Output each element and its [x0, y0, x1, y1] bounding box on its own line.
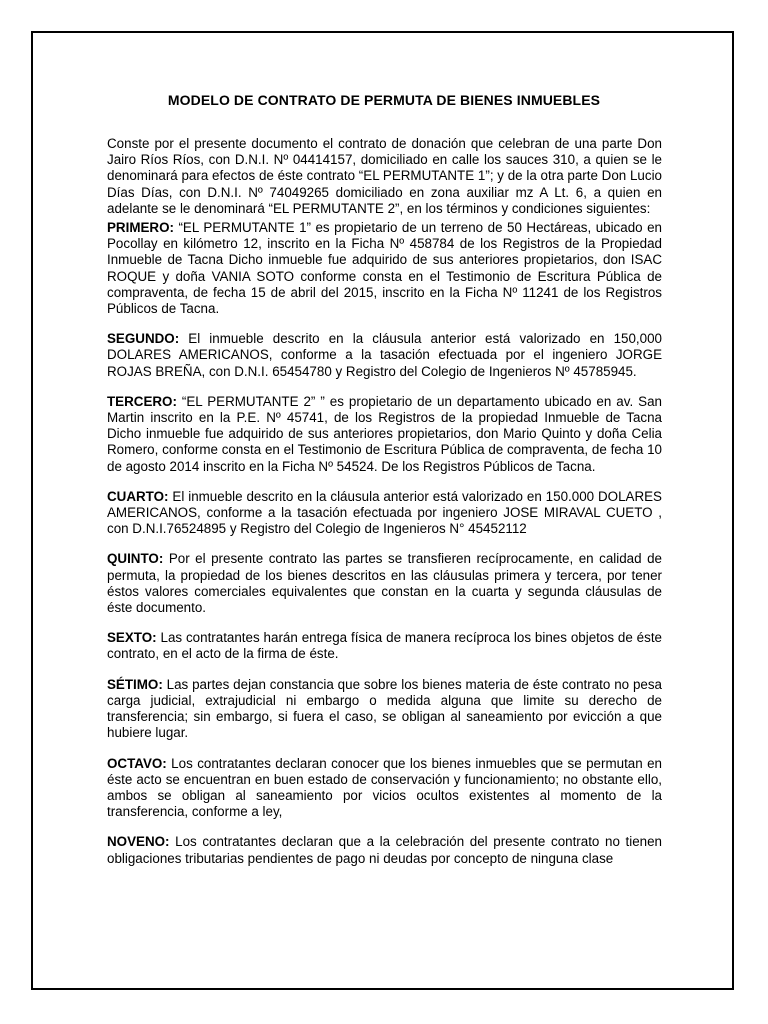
clause-heading: OCTAVO:: [107, 755, 167, 771]
document-title: MODELO DE CONTRATO DE PERMUTA DE BIENES INMUEBLES: [167, 92, 601, 108]
clause-octavo: [107, 756, 662, 821]
clause-setimo: [107, 677, 662, 742]
clause-heading: TERCERO:: [107, 393, 177, 409]
clause-text: Los contratantes declaran que a la celebración del presente contrato no tienen obligaciones tributarias pendientes de pago ni deudas por concepto de ninguna clase: [107, 834, 662, 866]
clause-heading: SEXTO:: [107, 630, 157, 646]
clause-text: El inmueble descrito en la cláusula anterior está valorizado en 150,000 DOLARES AMERICANOS, conforme a la tasación efectuada por el ingeniero JORGE ROJAS BREÑA, con D.N.I. 65454780 y Registro del Colegio de Ingenieros Nº 45785945.: [107, 331, 662, 379]
clause-heading: NOVENO:: [107, 834, 170, 850]
clause-text: Los contratantes declaran conocer que los bienes inmuebles que se permutan en éste acto se encuentran en buen estado de conservación y funcionamiento; no obstante ello, ambos se obligan al saneamiento por vicios ocultos existentes al momento de la transferencia, conforme a ley,: [107, 755, 662, 820]
clause-cuarto: [107, 489, 662, 538]
clause-primero: [107, 220, 662, 317]
clause-text: El inmueble descrito en la cláusula anterior está valorizado en 150.000 DOLARES AMERICANOS, conforme a la tasación efectuada por ingeniero JOSE MIRAVAL CUETO , con D.N.I.76524895 y Registro del Colegio de Ingenieros N° 45452112: [107, 488, 662, 537]
clause-heading: PRIMERO:: [107, 220, 174, 236]
clause-heading: CUARTO:: [107, 488, 169, 504]
clause-heading: SEGUNDO:: [107, 331, 180, 347]
clause-text: “EL PERMUTANTE 2” ” es propietario de un departamento ubicado en av. San Martin inscrito en la P.E. Nº 45741, de los Registros de la propiedad Inmueble de Tacna Dicho inmueble fue adquirido de sus anteriores propietarios, don Mario Quinto y doña Celia Romero, conforme consta en el Testimonio de Escritura Pública de compraventa, de fecha 10 de agosto 2014 inscrito en la Ficha Nº 54524. De los Registros Públicos de Tacna.: [107, 393, 662, 474]
clause-quinto: [107, 551, 662, 616]
clause-heading: SÉTIMO:: [107, 676, 163, 692]
document-body: [107, 136, 662, 881]
clause-heading: QUINTO:: [107, 551, 164, 567]
clause-text: “EL PERMUTANTE 1” es propietario de un terreno de 50 Hectáreas, ubicado en Pocollay en kilómetro 12, inscrito en la Ficha Nº 458784 de los Registros de la Propiedad Inmueble de Tacna Dicho inmueble fue adquirido de sus anteriores propietarios, don ISAC ROQUE y doña VANIA SOTO conforme consta en el Testimonio de Escritura Pública de compraventa, de fecha 15 de abril del 2015, inscrito en la Ficha Nº 11241 de los Registros Públicos de Tacna.: [107, 220, 662, 317]
intro-paragraph: Conste por el presente documento el contrato de donación que celebran de una parte Don Jairo Ríos Ríos, con D.N.I. Nº 04414157, domiciliado en calle los sauces 310, a quien se le denominará para efectos de éste contrato “EL PERMUTANTE 1”; y de la otra parte Don Lucio Días Días, con D.N.I. Nº 74049265 domiciliado en zona auxiliar mz A Lt. 6, a quien en adelante se le denominará “EL PERMUTANTE 2”, en los términos y condiciones siguientes:: [107, 136, 662, 216]
clause-sexto: [107, 630, 662, 662]
clause-text: Las partes dejan constancia que sobre los bienes materia de éste contrato no pesa carga judicial, extrajudicial ni embargo o medida alguna que limite su derecho de transferencia; sin embargo, si fuera el caso, se obligan al saneamiento por evicción a que hubiere lugar.: [107, 676, 662, 741]
clause-segundo: [107, 331, 662, 380]
clause-text: Las contratantes harán entrega física de manera recíproca los bines objetos de éste contrato, en el acto de la firma de éste.: [107, 630, 662, 662]
clause-text: Por el presente contrato las partes se transfieren recíprocamente, en calidad de permuta, la propiedad de los bienes descritos en las cláusulas primera y tercera, por tener éstos valores comerciales equivalentes que constan en la cuarta y segunda cláusulas de éste documento.: [107, 551, 662, 616]
clause-noveno: [107, 834, 662, 866]
clause-tercero: [107, 394, 662, 475]
